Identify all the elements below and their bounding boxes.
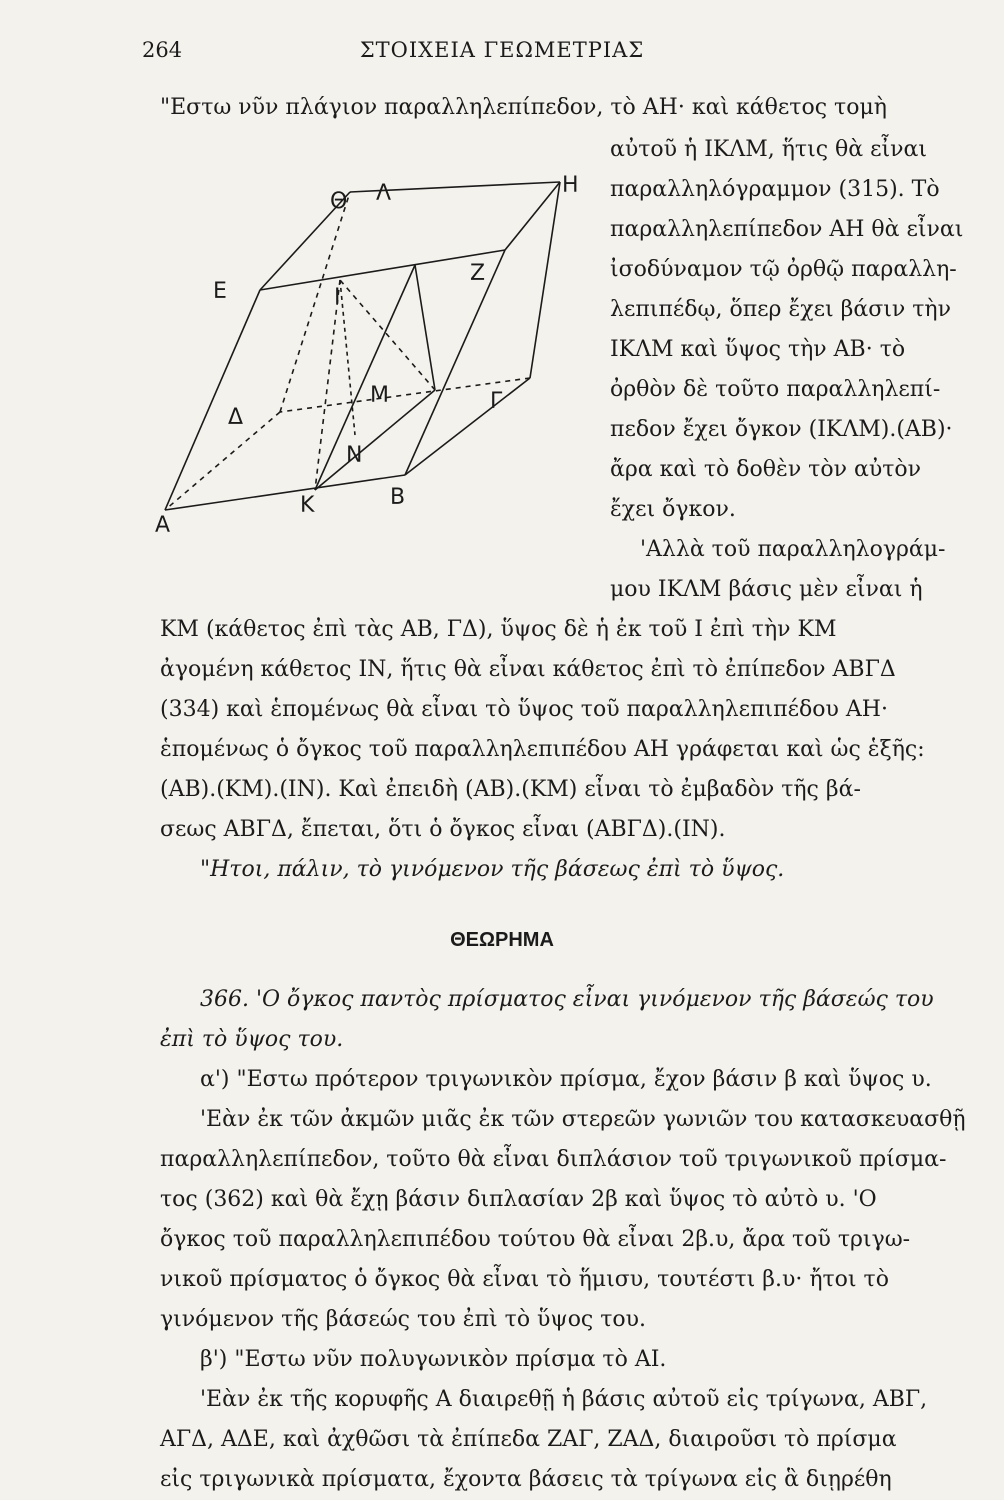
text-line-14: ΚΜ (κάθετος ἐπὶ τὰς ΑΒ, ΓΔ), ὕψος δὲ ἡ ἐκ τοῦ Ι ἐπὶ τὴν ΚΜ bbox=[160, 617, 837, 642]
edge-LM bbox=[415, 265, 435, 390]
edge-BZ bbox=[405, 250, 505, 475]
label-eta: Η bbox=[562, 173, 579, 198]
text-line-30: β') "Εστω νῦν πολυγωνικὸν πρίσμα τὸ ΑΙ. bbox=[200, 1347, 667, 1372]
edge-BG bbox=[405, 378, 530, 475]
label-kappa: Κ bbox=[300, 493, 315, 518]
text-line-29: γινόμενον τῆς βάσεώς του ἐπὶ τὸ ὕψος του. bbox=[160, 1307, 647, 1332]
text-line-32: ΑΓΔ, ΑΔΕ, καὶ ἀχθῶσι τὰ ἐπίπεδα ΖΑΓ, ΖΑΔ, διαιροῦσι τὸ πρίσμα bbox=[160, 1427, 897, 1452]
label-gamma: Γ bbox=[490, 389, 503, 414]
text-line-6: λεπιπέδῳ, ὅπερ ἔχει βάσιν τὴν bbox=[610, 297, 951, 322]
text-line-16: (334) καὶ ἑπομένως θὰ εἶναι τὸ ὕψος τοῦ παραλληλεπιπέδου ΑΗ· bbox=[160, 697, 888, 722]
text-line-15: ἀγομένη κάθετος ΙΝ, ἥτις θὰ εἶναι κάθετος ἐπὶ τὸ ἐπίπεδον ΑΒΓΔ bbox=[160, 657, 896, 682]
text-line-12: 'Αλλὰ τοῦ παραλληλογράμ- bbox=[640, 537, 946, 562]
text-line-18: (ΑΒ).(ΚΜ).(ΙΝ). Καὶ ἐπειδὴ (ΑΒ).(ΚΜ) εἶναι τὸ ἐμβαδὸν τῆς βά- bbox=[160, 777, 861, 802]
edge-IN-dashed bbox=[340, 280, 355, 435]
text-line-4: παραλληλεπίπεδον ΑΗ θὰ εἶναι bbox=[610, 217, 964, 242]
text-line-11: ἔχει ὄγκον. bbox=[610, 497, 736, 522]
text-line-9: πεδον ἔχει ὄγκον (ΙΚΛΜ).(ΑΒ)· bbox=[610, 417, 953, 442]
parallelepiped-figure bbox=[150, 170, 580, 550]
text-line-19: σεως ΑΒΓΔ, ἔπεται, ὅτι ὁ ὄγκος εἶναι (ΑΒΓΔ).(ΙΝ). bbox=[160, 817, 726, 842]
text-line-23: α') "Εστω πρότερον τριγωνικὸν πρίσμα, ἔχον βάσιν β καὶ ὕψος υ. bbox=[200, 1067, 932, 1092]
label-iota: Ι bbox=[334, 285, 341, 310]
text-line-8: ὀρθὸν δὲ τοῦτο παραλληλεπί- bbox=[610, 377, 941, 402]
text-line-22: ἐπὶ τὸ ὕψος του. bbox=[160, 1027, 344, 1052]
label-alpha: Α bbox=[155, 513, 171, 538]
text-line-27: ὄγκος τοῦ παραλληλεπιπέδου τούτου θὰ εἶναι 2β.υ, ἄρα τοῦ τριγω- bbox=[160, 1227, 911, 1252]
label-zeta: Ζ bbox=[470, 261, 486, 286]
page-number: 264 bbox=[142, 38, 183, 62]
edge-GH bbox=[530, 182, 560, 378]
edge-IK-dashed bbox=[315, 280, 340, 490]
text-line-3: παραλληλόγραμμον (315). Τὸ bbox=[610, 177, 940, 202]
text-line-20: "Ητοι, πάλιν, τὸ γινόμενον τῆς βάσεως ἐπὶ τὸ ὕψος. bbox=[200, 857, 785, 882]
label-lambda: Λ bbox=[376, 181, 392, 206]
label-epsilon: Ε bbox=[213, 279, 227, 304]
edge-AE bbox=[165, 290, 260, 510]
text-line-2: αὐτοῦ ἡ ΙΚΛΜ, ἥτις θὰ εἶναι bbox=[610, 137, 927, 162]
page-header bbox=[0, 38, 1004, 78]
text-line-24: 'Εὰν ἐκ τῶν ἀκμῶν μιᾶς ἐκ τῶν στερεῶν γωνιῶν του κατασκευασθῇ bbox=[200, 1107, 966, 1132]
label-mu: Μ bbox=[370, 383, 389, 408]
text-line-5: ἰσοδύναμον τῷ ὀρθῷ παραλλη- bbox=[610, 257, 957, 282]
text-line-31: 'Εὰν ἐκ τῆς κορυφῆς Α διαιρεθῇ ἡ βάσις αὐτοῦ εἰς τρίγωνα, ΑΒΓ, bbox=[200, 1387, 928, 1412]
text-line-28: νικοῦ πρίσματος ὁ ὄγκος θὰ εἶναι τὸ ἥμισυ, τουτέστι β.υ· ἤτοι τὸ bbox=[160, 1267, 889, 1292]
text-line-25: παραλληλεπίπεδον, τοῦτο θὰ εἶναι διπλάσιον τοῦ τριγωνικοῦ πρίσμα- bbox=[160, 1147, 947, 1172]
edge-KL bbox=[315, 265, 415, 490]
text-line-10: ἄρα καὶ τὸ δοθὲν τὸν αὐτὸν bbox=[610, 457, 921, 482]
running-title: ΣΤΟΙΧΕΙΑ ΓΕΩΜΕΤΡΙΑΣ bbox=[359, 38, 645, 62]
text-line-33: εἰς τριγωνικὰ πρίσματα, ἔχοντα βάσεις τὰ τρίγωνα εἰς ἃ διῃρέθη bbox=[160, 1467, 892, 1492]
text-line-1: "Εστω νῦν πλάγιον παραλληλεπίπεδον, τὸ ΑΗ· καὶ κάθετος τομὴ bbox=[160, 95, 887, 120]
theorem-heading: ΘΕΩΡΗΜΑ bbox=[450, 929, 554, 951]
text-line-26: τος (362) καὶ θὰ ἔχῃ βάσιν διπλασίαν 2β καὶ ὕψος τὸ αὐτὸ υ. 'Ο bbox=[160, 1187, 877, 1212]
text-line-13: μου ΙΚΛΜ βάσις μὲν εἶναι ἡ bbox=[610, 577, 923, 602]
label-nu: Ν bbox=[346, 443, 363, 468]
text-line-21: 366. 'Ο ὄγκος παντὸς πρίσματος εἶναι γινόμενον τῆς βάσεώς του bbox=[200, 987, 934, 1012]
label-beta: Β bbox=[390, 485, 406, 510]
text-line-17: ἑπομένως ὁ ὄγκος τοῦ παραλληλεπιπέδου ΑΗ γράφεται καὶ ὡς ἑξῆς: bbox=[160, 737, 925, 762]
text-line-7: ΙΚΛΜ καὶ ὕψος τὴν ΑΒ· τὸ bbox=[610, 337, 906, 362]
label-delta: Δ bbox=[228, 405, 244, 430]
edge-EZ bbox=[260, 250, 505, 290]
label-theta: Θ bbox=[330, 189, 348, 214]
